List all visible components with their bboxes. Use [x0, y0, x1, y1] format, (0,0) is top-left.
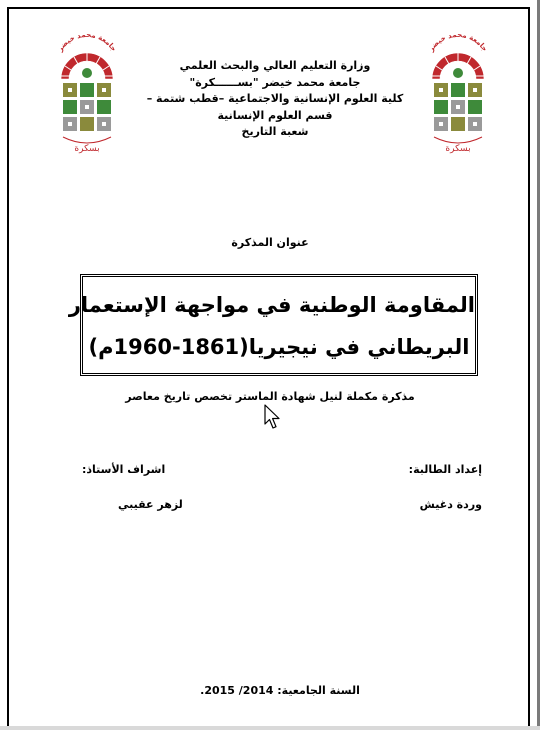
university-name: جامعة محمد خيضر "بســــــكرة"	[189, 75, 361, 89]
logo-bottom-text: بسكرة	[74, 144, 100, 154]
student-name: وردة دغيش	[419, 498, 482, 511]
bottom-strip	[0, 726, 540, 730]
logo-top-text: جامعة محمد خيضر	[56, 30, 118, 53]
department-name: قسم العلوم الإنسانية	[217, 108, 333, 122]
svg-text:جامعة محمد خيضر	[56, 31, 118, 54]
logo-top-text: جامعة محمد خيضر	[427, 30, 489, 53]
branch-name: شعبة التاريخ	[241, 125, 309, 138]
academic-year: السنة الجامعية: 2014/ 2015.	[200, 684, 360, 697]
ministry-name: وزارة التعليم العالي والبحث العلمي	[179, 59, 371, 72]
memo-title-label: عنوان المذكرة	[231, 236, 309, 249]
degree-subtitle: مذكرة مكملة لنيل شهادة الماستر تخصص تاريخ معاصر	[125, 390, 415, 403]
institution-header	[140, 58, 410, 141]
supervisor-name: لزهر عقيبي	[118, 498, 183, 511]
thesis-title-box	[68, 274, 478, 376]
university-logo-left	[43, 27, 131, 163]
university-logo-icon	[43, 27, 131, 163]
mouse-cursor-icon	[264, 404, 282, 434]
thesis-title-line-1: المقاومة الوطنية في مواجهة الإستعمار	[68, 293, 475, 317]
svg-text:جامعة محمد خيضر	[427, 31, 489, 54]
university-logo-icon	[414, 27, 502, 163]
thesis-title-line-2: البريطاني في نيجيريا(1861-1960م)	[88, 335, 470, 359]
supervisor-label: اشراف الأستاذ:	[82, 463, 166, 476]
student-label: إعداد الطالبة:	[408, 463, 482, 476]
logo-bottom-text: بسكرة	[445, 144, 471, 154]
faculty-name: كلية العلوم الإنسانية والاجتماعية –قطب شتمة –	[146, 92, 404, 105]
university-logo-right	[414, 27, 502, 163]
